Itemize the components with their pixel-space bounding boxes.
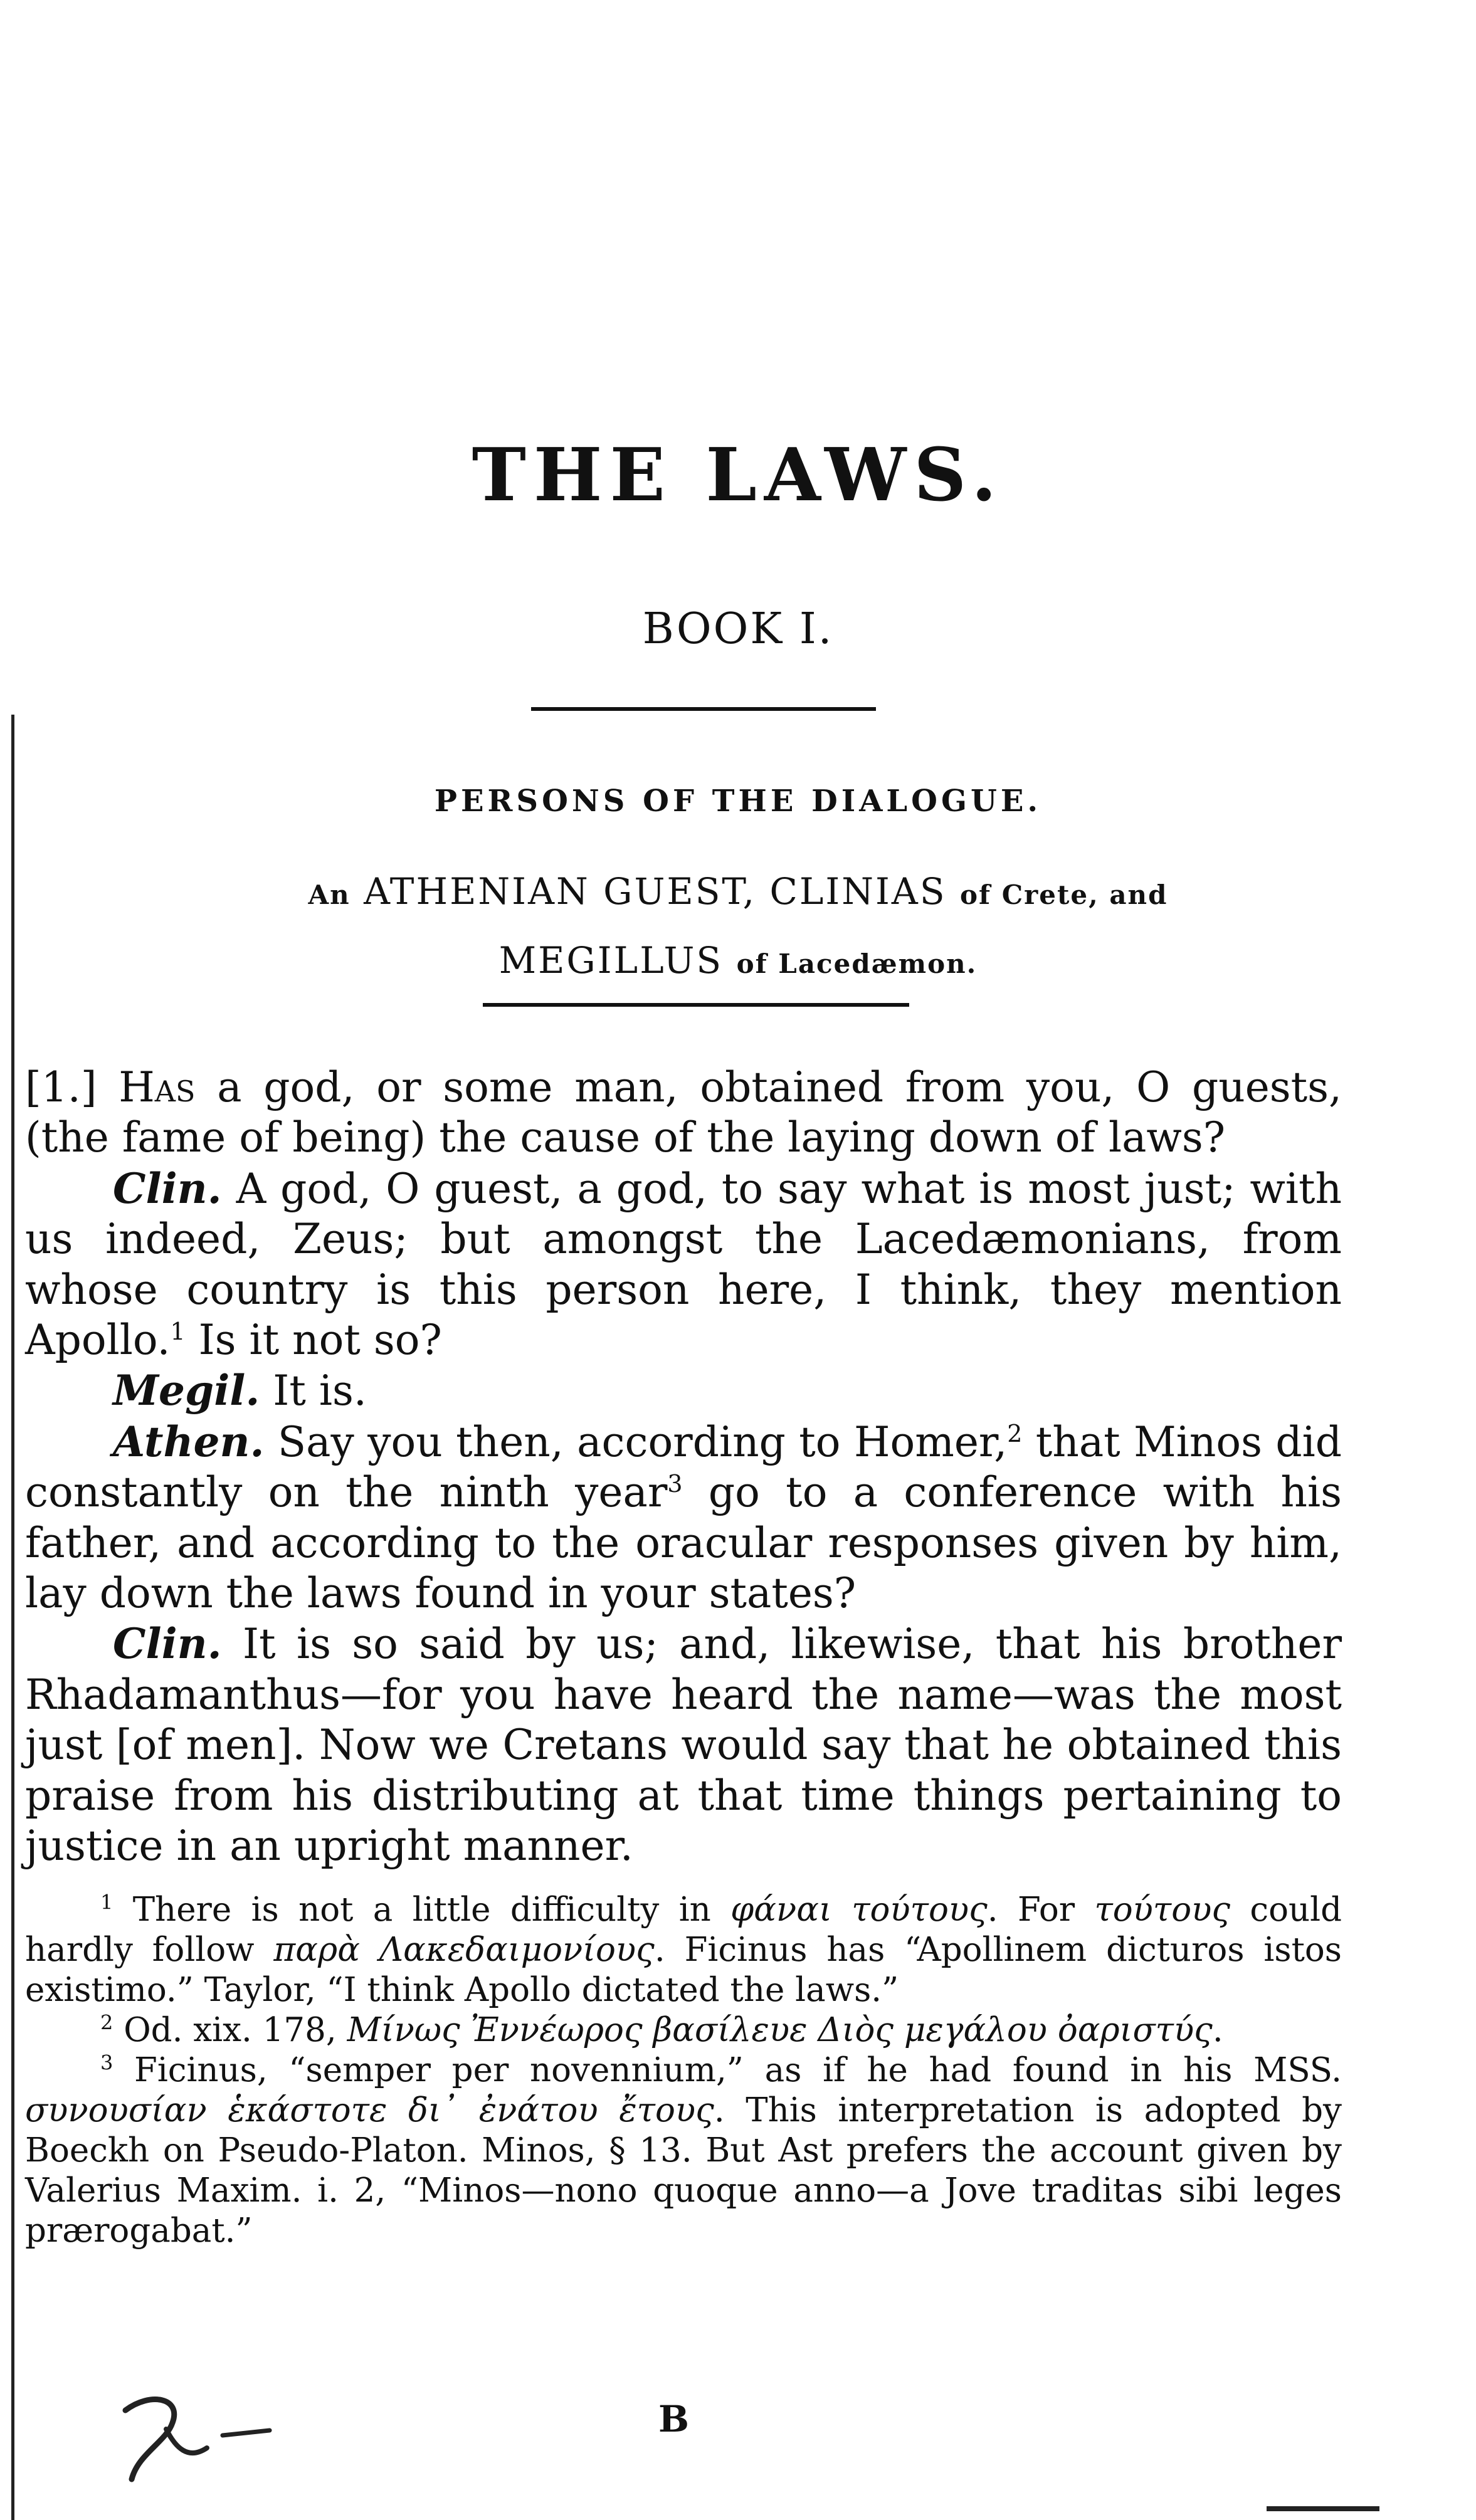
handwritten-mark-icon [113, 2385, 282, 2492]
footnote [25, 1890, 1342, 2010]
speakers-of-crete: of Crete, and [960, 879, 1168, 910]
footnote [25, 2050, 1342, 2251]
speaker-name: Megil. [113, 1366, 260, 1415]
footnote-marker: 1 [100, 1890, 113, 1914]
greek-text: παρὰ Λακεδαιμονίους [273, 1931, 655, 1969]
paragraph-text: It is. [260, 1367, 367, 1415]
paragraph-text: It is so said by us; and, likewise, that his brother Rhadamanthus—for you have heard the name—was the most just [of men]. Now we Cretans would say that he obtained this praise from his distributing at that time things pertaining to justice in an upright manner. [25, 1620, 1342, 1871]
footnote-text: . [1212, 2011, 1223, 2049]
persons-heading: PERSONS OF THE DIALOGUE. [434, 784, 1042, 819]
footnote-text: could hardly follow [25, 1891, 1342, 1969]
paragraph [25, 1619, 1342, 1871]
greek-text: Μίνως Ἐννέωρος βασίλευε Διὸς μεγάλου ὀαριστύς [347, 2011, 1213, 2049]
footnote-marker: 2 [100, 2010, 113, 2035]
paragraph-text: a god, or some man, obtained from you, O guests, (the fame of being) the cause of the laying down of laws? [25, 1063, 1342, 1162]
speakers-an: An [308, 879, 351, 910]
corner-rule [1267, 2506, 1379, 2511]
footnote-text: . For [987, 1891, 1095, 1929]
paragraph-text: A god, O guest, a god, to say what is most just; with us indeed, Zeus; but amongst the Lacedæmonians, from whose country is this person here, I think, they mention Apollo. [25, 1164, 1342, 1365]
footnote-ref[interactable]: 3 [667, 1470, 683, 1498]
section-marker: [1.] [25, 1063, 97, 1111]
speakers-of-lacedaemon: of Lacedæmon. [736, 948, 978, 979]
dialogue-body [25, 1063, 1342, 1872]
footnote-ref[interactable]: 2 [1007, 1419, 1023, 1447]
paragraph [25, 1417, 1342, 1619]
paragraph [25, 1063, 1342, 1163]
footnote-text: . This interpretation is adopted by Boeckh on Pseudo-Platon. Minos, § 13. But Ast prefers the account given by Valerius Maxim. i. 2, “Minos—nono quoque anno—a Jove traditas sibi leges prærogabat.” [25, 2091, 1342, 2250]
paragraph-text: Say you then, according to Homer, [264, 1417, 1008, 1466]
signature-mark: B [658, 2398, 690, 2440]
page-title: THE LAWS. [472, 433, 1004, 518]
footnotes [25, 1890, 1342, 2251]
greek-text: φάναι τούτους [730, 1891, 988, 1929]
footnote-text: Ficinus, “semper per novennium,” as if he had found in his MSS. [113, 2051, 1342, 2089]
footnote-ref[interactable]: 1 [170, 1318, 186, 1346]
footnote-text: . Ficinus has “Apollinem dicturos istos existimo.” Taylor, “I think Apollo dictated the laws.” [25, 1931, 1342, 2009]
footnote [25, 2010, 1342, 2050]
paragraph [25, 1163, 1342, 1366]
speakers-list [0, 859, 1476, 997]
greek-text: συνουσίαν ἑκάστοτε δι᾽ ἐνάτου ἔτους [25, 2091, 714, 2129]
paragraph-text: Is it not so? [185, 1316, 442, 1365]
speakers-megillus: MEGILLUS [498, 939, 724, 982]
speaker-name: Clin. [113, 1163, 222, 1213]
drop-word: Has [119, 1063, 196, 1111]
book-heading: BOOK I. [642, 604, 834, 654]
speaker-name: Clin. [113, 1619, 222, 1669]
paragraph-text: go to a conference with his father, and according to the oracular responses given by him, lay down the laws found in your states? [25, 1468, 1342, 1618]
speakers-athenian: ATHENIAN GUEST, CLINIAS [364, 870, 947, 913]
footnote-text: There is not a little difficulty in [113, 1891, 731, 1929]
footnote-text: Od. xix. 178, [113, 2011, 347, 2049]
paragraph-text: that Minos did constantly on the ninth year [25, 1417, 1342, 1517]
footnote-marker: 3 [100, 2050, 113, 2075]
greek-text: τούτους [1094, 1891, 1231, 1929]
persons-divider [483, 1003, 909, 1007]
title-divider [531, 707, 876, 711]
paragraph [25, 1365, 1342, 1416]
speaker-name: Athen. [113, 1417, 265, 1466]
